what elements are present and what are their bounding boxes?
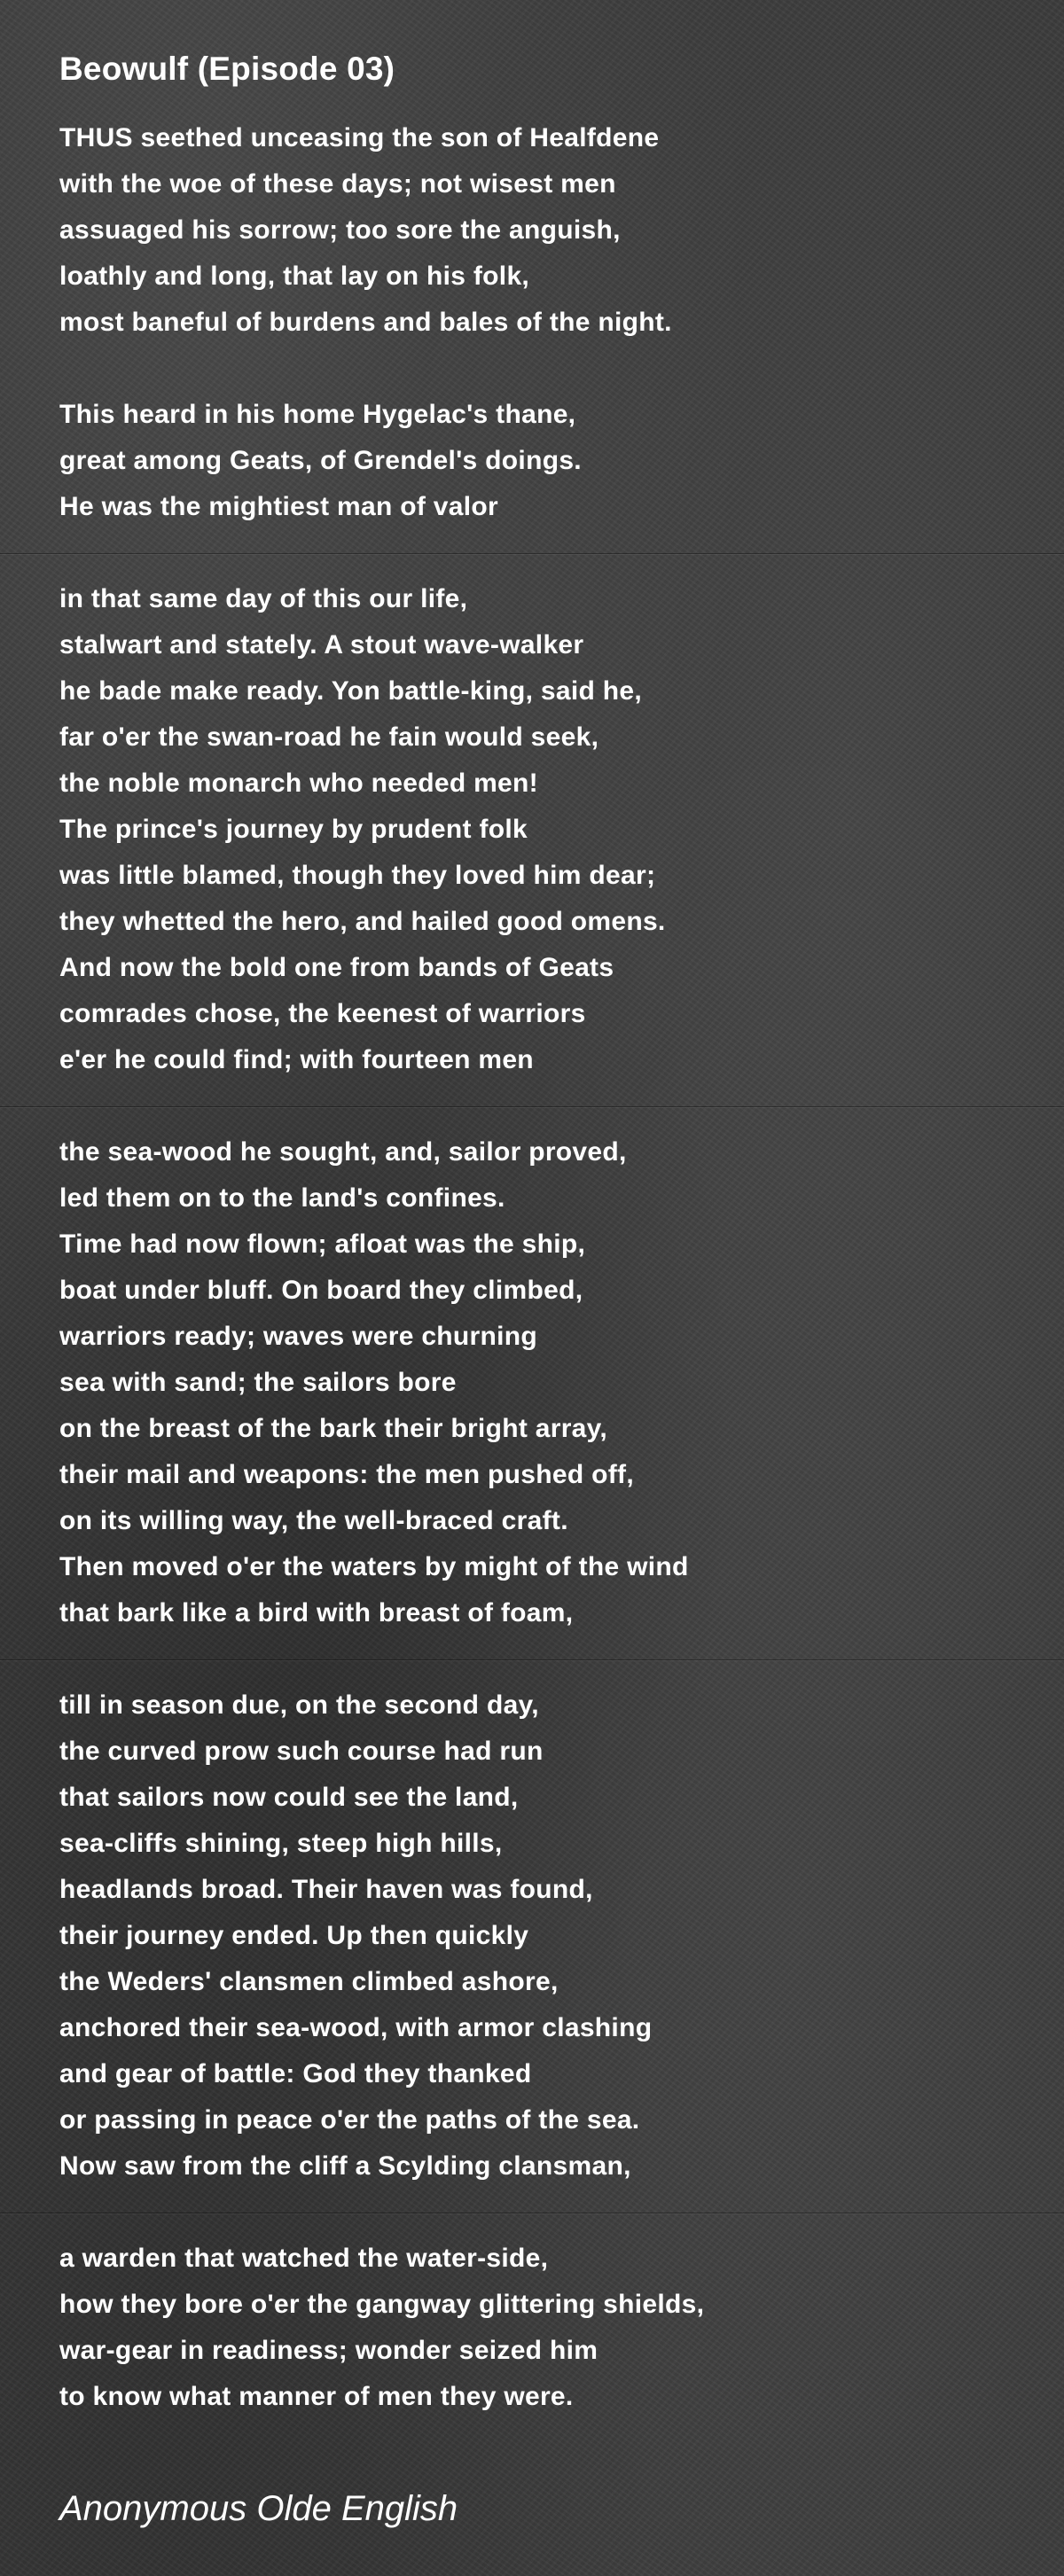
stanza bbox=[59, 2236, 1017, 2420]
poem-line: that bark like a bird with breast of foam, bbox=[59, 1598, 574, 1628]
poem-line: most baneful of burdens and bales of the night. bbox=[59, 308, 672, 337]
poem-line: that sailors now could see the land, bbox=[59, 1783, 519, 1812]
poem-line: and gear of battle: God they thanked bbox=[59, 2059, 532, 2088]
poem-line: boat under bluff. On board they climbed, bbox=[59, 1276, 583, 1305]
poem-line: Then moved o'er the waters by might of the wind bbox=[59, 1552, 689, 1581]
poem-line: Time had now flown; afloat was the ship, bbox=[59, 1229, 586, 1259]
poem-line: This heard in his home Hygelac's thane, bbox=[59, 400, 576, 429]
poem-line: assuaged his sorrow; too sore the anguish, bbox=[59, 215, 621, 245]
poem-line: sea with sand; the sailors bore bbox=[59, 1368, 457, 1397]
poem-line: e'er he could find; with fourteen men bbox=[59, 1045, 534, 1074]
poem-line: they whetted the hero, and hailed good omens. bbox=[59, 907, 666, 936]
poem-line: He was the mightiest man of valor bbox=[59, 492, 499, 521]
poem-line: till in season due, on the second day, bbox=[59, 1690, 539, 1720]
poem-line: And now the bold one from bands of Geats bbox=[59, 953, 614, 982]
poem-line: was little blamed, though they loved him dear; bbox=[59, 861, 656, 890]
poem-line: the noble monarch who needed men! bbox=[59, 769, 538, 798]
poem-line: led them on to the land's confines. bbox=[59, 1183, 505, 1213]
poem-line: the Weders' clansmen climbed ashore, bbox=[59, 1967, 559, 1996]
poem-line: great among Geats, of Grendel's doings. bbox=[59, 446, 582, 475]
poem-line: war-gear in readiness; wonder seized him bbox=[59, 2336, 598, 2365]
poem-line: THUS seethed unceasing the son of Healfdene bbox=[59, 123, 660, 152]
stanza bbox=[59, 576, 1017, 1083]
poem-line: the curved prow such course had run bbox=[59, 1737, 544, 1766]
poem-title: Beowulf (Episode 03) bbox=[59, 51, 395, 87]
stanza bbox=[59, 1682, 1017, 2190]
stanza bbox=[59, 115, 1017, 346]
poem-stanzas bbox=[59, 115, 1017, 2420]
poem-line: far o'er the swan-road he fain would seek, bbox=[59, 722, 599, 752]
poem-author: Anonymous Olde English bbox=[59, 2489, 458, 2528]
poem-line: on its willing way, the well-braced craft. bbox=[59, 1506, 568, 1535]
poem-line: sea-cliffs shining, steep high hills, bbox=[59, 1829, 503, 1858]
poem-line: warriors ready; waves were churning bbox=[59, 1322, 538, 1351]
poem-line: in that same day of this our life, bbox=[59, 584, 468, 613]
poem-line: with the woe of these days; not wisest men bbox=[59, 169, 616, 199]
poem-line: headlands broad. Their haven was found, bbox=[59, 1875, 593, 1904]
poem-line: The prince's journey by prudent folk bbox=[59, 815, 528, 844]
stanza bbox=[59, 392, 1017, 530]
poem-body bbox=[59, 46, 1017, 2466]
poem-line: a warden that watched the water-side, bbox=[59, 2244, 549, 2273]
poem-line: to know what manner of men they were. bbox=[59, 2382, 574, 2411]
poem-line: Now saw from the cliff a Scylding clansman, bbox=[59, 2151, 631, 2181]
poem-line: comrades chose, the keenest of warriors bbox=[59, 999, 586, 1028]
poem-line: or passing in peace o'er the paths of the sea. bbox=[59, 2105, 640, 2135]
poem-line: their journey ended. Up then quickly bbox=[59, 1921, 529, 1950]
stanza bbox=[59, 1129, 1017, 1636]
poem-line: how they bore o'er the gangway glittering shields, bbox=[59, 2290, 705, 2319]
poem-line: anchored their sea-wood, with armor clashing bbox=[59, 2013, 653, 2042]
poem-line: their mail and weapons: the men pushed off, bbox=[59, 1460, 634, 1489]
poem-line: he bade make ready. Yon battle-king, said he, bbox=[59, 676, 643, 706]
poem-line: the sea-wood he sought, and, sailor proved, bbox=[59, 1137, 627, 1167]
poem-line: stalwart and stately. A stout wave-walker bbox=[59, 630, 584, 660]
poem-line: on the breast of the bark their bright array, bbox=[59, 1414, 608, 1443]
poem-line: loathly and long, that lay on his folk, bbox=[59, 262, 530, 291]
